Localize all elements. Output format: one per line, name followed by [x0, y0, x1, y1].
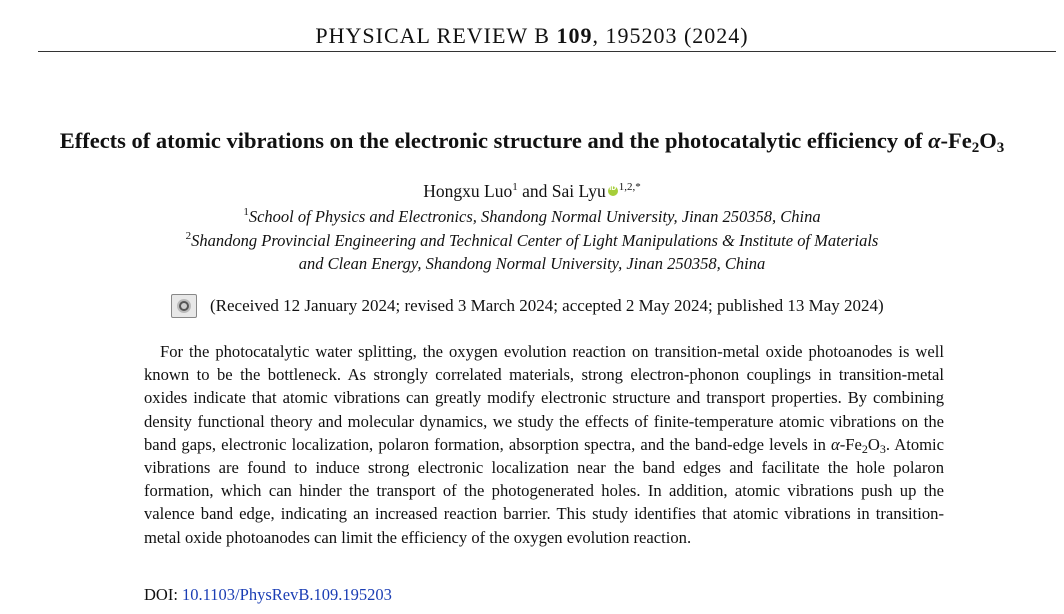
affiliation-1-marker: 1	[243, 206, 249, 218]
header-divider	[38, 51, 1056, 52]
title-fe: -Fe	[940, 128, 972, 153]
title-o: O	[979, 128, 997, 153]
abstract-sub-o: 3	[879, 441, 886, 456]
affiliation-1-text: School of Physics and Electronics, Shandong Normal University, Jinan 250358, China	[248, 207, 821, 226]
author-lyu-affil[interactable]: 1,2,*	[618, 181, 641, 193]
title-alpha: α	[928, 128, 941, 153]
doi-link[interactable]: 10.1103/PhysRevB.109.195203	[182, 585, 392, 604]
journal-volume: 109	[556, 23, 593, 48]
affiliation-2-marker: 2	[185, 229, 192, 242]
publication-history	[171, 294, 884, 318]
abstract-fe: -Fe	[839, 434, 862, 454]
abstract-sub-fe: 2	[861, 441, 868, 456]
author-lyu[interactable]: Sai Lyu	[551, 181, 606, 201]
title-text: Effects of atomic vibrations on the electronic structure and the photocatalytic efficiency of	[59, 128, 929, 153]
journal-issue-year: , 195203 (2024)	[592, 23, 749, 48]
title-sub-o: 3	[996, 140, 1005, 156]
affiliation-list	[0, 205, 1064, 276]
affiliation-2-cont-text: and Clean Energy, Shandong Normal University, Jinan 250358, China	[298, 254, 766, 273]
affiliation-2-text: Shandong Provincial Engineering and Technical Center of Light Manipulations & Institute of Materials	[191, 230, 879, 250]
abstract-text-2: . Atomic vibrations are found to induce strong electronic localization near the band edges and facilitate the hole polaron formation, which can hinder the transport of the photogenerated holes. In addition, atomic vibrations push up the valence band edge, indicating an increased reaction barrier. This study identifies that atomic vibrations in transition-metal oxide photoanodes can limit the efficiency of the oxygen evolution reaction.	[144, 434, 945, 547]
author-list	[0, 181, 1064, 202]
doi-label: DOI:	[144, 585, 183, 604]
affiliation-2-cont	[0, 252, 1064, 276]
affiliation-2	[0, 229, 1064, 253]
orcid-icon[interactable]	[608, 186, 618, 196]
author-luo-affil[interactable]: 1	[512, 181, 518, 193]
doi	[144, 585, 392, 605]
received-dates: (Received 12 January 2024; revised 3 March 2024; accepted 2 May 2024; published 13 May 2024)	[210, 296, 884, 315]
abstract-text-1: For the photocatalytic water splitting, the oxygen evolution reaction on transition-metal oxide photoanodes is well known to be the bottleneck. As strongly correlated materials, strong electron-phonon couplings in transition-metal oxides indicate that atomic vibrations can greatly modify electronic structure and transport properties. By combining density functional theory and molecular dynamics, we study the effects of finite-temperature atomic vibrations on the band gaps, electronic localization, polaron formation, absorption spectra, and the band-edge levels in	[144, 342, 944, 454]
abstract-alpha: α	[831, 434, 840, 454]
crossmark-icon[interactable]	[171, 294, 197, 318]
abstract	[144, 340, 944, 549]
abstract-o: O	[867, 434, 880, 454]
author-conjunction: and	[517, 181, 552, 201]
paper-title	[0, 128, 1064, 154]
affiliation-1	[0, 205, 1064, 229]
journal-name: PHYSICAL REVIEW B	[315, 23, 550, 48]
journal-header	[0, 23, 1064, 49]
author-luo[interactable]: Hongxu Luo	[423, 181, 513, 201]
title-sub-fe: 2	[971, 140, 980, 156]
